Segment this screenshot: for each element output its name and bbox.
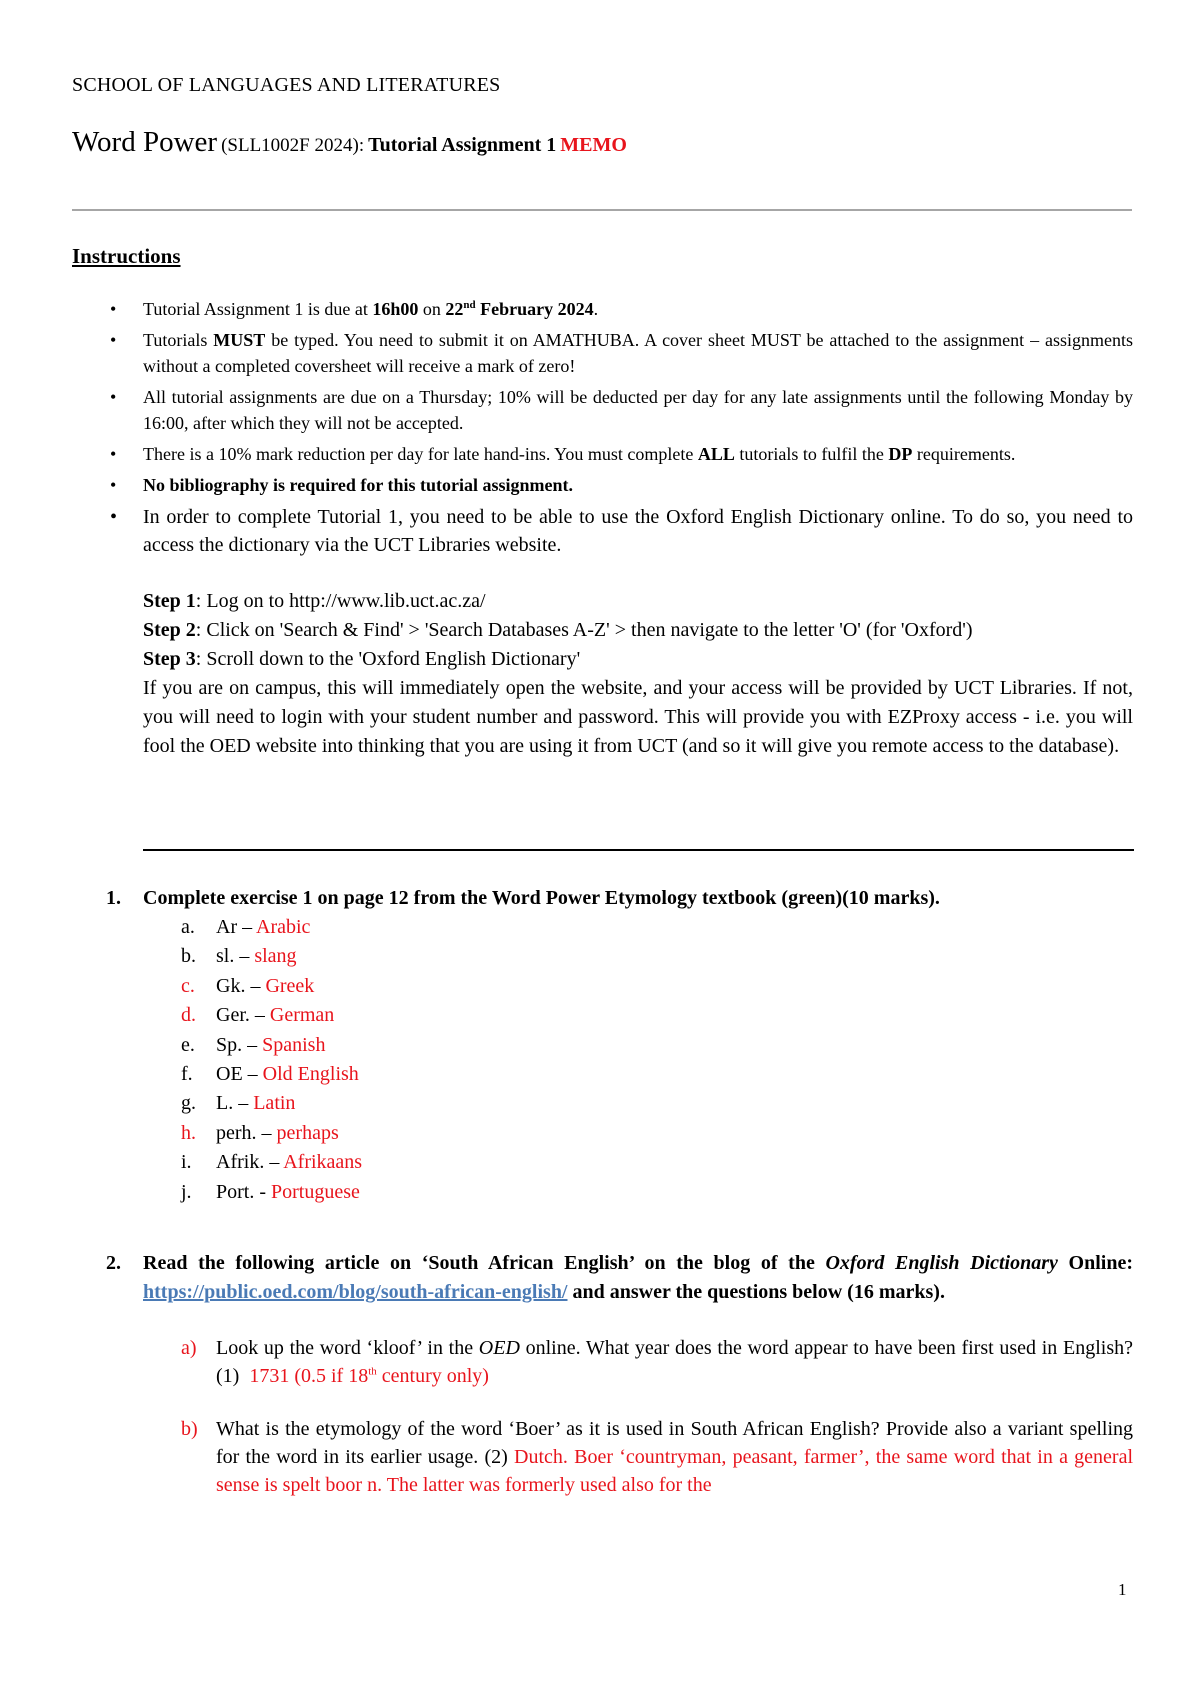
list-item: b. sl. – slang	[181, 945, 297, 968]
bullet-icon: •	[110, 330, 117, 350]
question-2b: b) What is the etymology of the word ‘Boer’ as it is used in South African English? Provide also a variant spelling for the word in its earlier usage. (2) Dutch. Boer ‘countryman, peasant, farmer’, the same word that in a general sense is spelt boor n. The latter was formerly used also for the	[181, 1418, 1134, 1496]
section-divider	[143, 849, 1134, 851]
instruction-bullet-6: • In order to complete Tutorial 1, you need to be able to use the Oxford English Dictionary online. To do so, you need to access the dictionary via the UCT Libraries website.	[0, 503, 1133, 559]
oed-blog-link[interactable]: https://public.oed.com/blog/south-african-english/	[143, 1281, 568, 1303]
list-item: j. Port. - Portuguese	[181, 1180, 360, 1203]
list-item: h. perh. – perhaps	[181, 1121, 339, 1144]
instruction-bullet-1: • Tutorial Assignment 1 is due at 16h00 on 22nd February 2024.	[0, 296, 1133, 322]
answer-2a: 1731 (0.5 if 18th century only)	[249, 1365, 489, 1387]
bullet-icon: •	[110, 299, 117, 319]
instruction-bullet-3: • All tutorial assignments are due on a Thursday; 10% will be deducted per day for any late assignments until the following Monday by 16:00, after which they will not be accepted.	[0, 384, 1133, 436]
bullet-icon: •	[110, 506, 118, 528]
list-item: f. OE – Old English	[181, 1063, 359, 1086]
list-item: a. Ar – Arabic	[181, 916, 311, 938]
list-item: i. Afrik. – Afrikaans	[181, 1151, 363, 1174]
question-1	[0, 884, 1200, 1207]
list-item: d. Ger. – German	[181, 1004, 335, 1027]
question-1-prompt: 1. Complete exercise 1 on page 12 from the Word Power Etymology textbook (green)(10 marks).	[106, 887, 940, 909]
instruction-bullet-4: • There is a 10% mark reduction per day for late hand-ins. You must complete ALL tutorials to fulfil the DP requirements.	[0, 441, 1133, 467]
title-memo: MEMO	[560, 134, 627, 156]
bullet-icon: •	[110, 475, 117, 495]
steps-paragraph: If you are on campus, this will immediately open the website, and your access will be provided by UCT Libraries. If not, you will need to login with your student number and password. This will provide you with EZProxy access - i.e. you will fool the OED website into thinking that you are using it from UCT (and so it will give you remote access to the database).	[143, 677, 1133, 757]
page-title	[72, 126, 627, 159]
title-code: (SLL1002F 2024):	[221, 135, 365, 156]
step-2: Step 2: Click on 'Search & Find' > 'Search Databases A-Z' > then navigate to the letter 'O' (for 'Oxford')	[143, 619, 973, 641]
instruction-bullet-5: • No bibliography is required for this tutorial assignment.	[0, 472, 1133, 498]
instructions-list	[0, 296, 1200, 761]
oed-access-steps	[0, 587, 1133, 761]
question-2	[0, 1249, 1200, 1499]
school-name: SCHOOL OF LANGUAGES AND LITERATURES	[72, 74, 501, 96]
title-course: Word Power	[72, 126, 218, 158]
title-assignment: Tutorial Assignment 1	[368, 134, 557, 156]
page-number: 1	[1118, 1580, 1127, 1599]
list-item: g. L. – Latin	[181, 1092, 296, 1115]
answer-2b: Dutch. Boer ‘countryman, peasant, farmer’, the same word that in a general sense is spelt boor n. The latter was formerly used also for the	[216, 1446, 1134, 1496]
bullet-icon: •	[110, 387, 117, 407]
step-3: Step 3: Scroll down to the 'Oxford English Dictionary'	[143, 648, 581, 670]
step-1: Step 1: Log on to http://www.lib.uct.ac.za/	[143, 590, 486, 612]
instruction-bullet-2: • Tutorials MUST be typed. You need to submit it on AMATHUBA. A cover sheet MUST be attached to the assignment – assignments without a completed coversheet will receive a mark of zero!	[0, 327, 1133, 379]
bullet-icon: •	[110, 444, 117, 464]
instructions-heading: Instructions	[72, 244, 181, 268]
question-2-prompt: 2. Read the following article on ‘South African English’ on the blog of the Oxford English Dictionary Online: https://public.oed.com/blog/south-african-english/ and answer the questions below (16 marks).	[106, 1252, 1134, 1303]
list-item: c. Gk. – Greek	[181, 974, 315, 997]
list-item: e. Sp. – Spanish	[181, 1033, 326, 1056]
header-divider	[72, 209, 1132, 211]
question-2a: a) Look up the word ‘kloof’ in the OED online. What year does the word appear to have been first used in English? (1) 1731 (0.5 if 18th century only)	[181, 1337, 1133, 1387]
